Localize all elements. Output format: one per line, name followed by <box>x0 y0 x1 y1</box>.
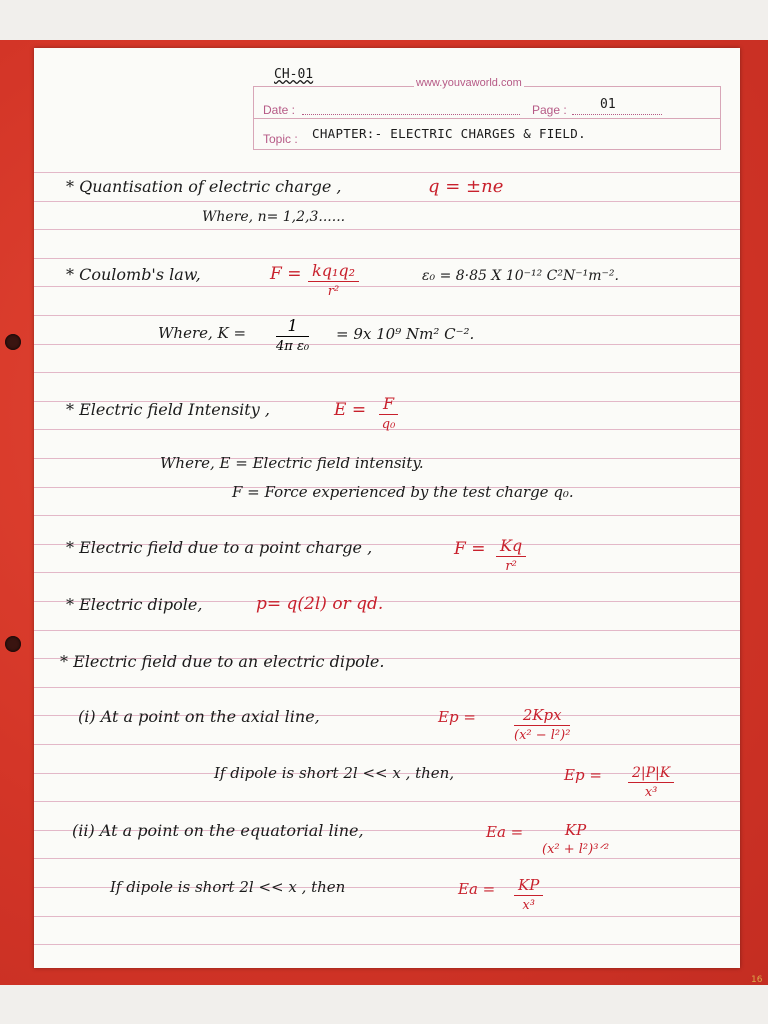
book-page-number: 16 <box>751 975 763 985</box>
ruled-line <box>34 858 740 859</box>
field-title: * Electric field Intensity , <box>66 400 270 419</box>
ruled-line <box>34 286 740 287</box>
equatorial-numerator: KP <box>564 821 587 839</box>
field-numerator: F <box>379 396 398 415</box>
axial-denominator: (x² − l²)² <box>514 728 571 743</box>
ruled-line <box>34 744 740 745</box>
page-value: 01 <box>600 97 616 112</box>
ruled-line <box>34 315 740 316</box>
field-where-f: F = Force experienced by the test charge q₀. <box>232 483 574 501</box>
point-charge-numerator: Kq <box>496 538 526 557</box>
point-charge-denominator: r² <box>505 559 517 574</box>
axial-numerator: 2Kpx <box>514 708 570 726</box>
coulomb-numerator: kq₁q₂ <box>308 263 359 282</box>
equatorial-denominator: (x² + l²)³ᐟ² <box>542 842 610 857</box>
coulomb-title: * Coulomb's law, <box>66 265 201 284</box>
ruled-line <box>34 344 740 345</box>
ruled-line <box>34 572 740 573</box>
date-line <box>302 114 520 115</box>
equatorial-short-condition: If dipole is short 2l << x , then <box>110 878 346 896</box>
dipole-formula: p= q(2l) or qd. <box>256 594 384 614</box>
k-fraction <box>276 318 309 353</box>
dipole-field-title: * Electric field due to an electric dipole. <box>60 652 385 671</box>
field-where-e: Where, E = Electric field intensity. <box>160 454 424 472</box>
axial-short-numerator: 2|P|K <box>628 766 674 783</box>
coulomb-fraction <box>308 263 359 298</box>
k-numerator: 1 <box>276 318 309 337</box>
ruled-line <box>34 372 740 373</box>
ruled-line <box>34 172 740 173</box>
binder-hole <box>5 636 21 652</box>
ruled-line <box>34 515 740 516</box>
ruled-line <box>34 630 740 631</box>
axial-title: (i) At a point on the axial line, <box>78 707 320 726</box>
page-label: Page : <box>532 103 567 117</box>
dipole-title: * Electric dipole, <box>66 595 203 614</box>
k-where: Where, K = <box>158 324 247 342</box>
ruled-line <box>34 944 740 945</box>
equatorial-lhs: Ea = <box>486 823 524 841</box>
point-charge-title: * Electric field due to a point charge , <box>66 538 373 557</box>
axial-lhs: Ep = <box>438 708 476 726</box>
quantisation-title: * Quantisation of electric charge , <box>66 177 342 196</box>
date-label: Date : <box>263 103 296 117</box>
axial-short-fraction <box>628 766 674 799</box>
axial-short-condition: If dipole is short 2l << x , then, <box>214 764 455 782</box>
quantisation-where: Where, n= 1,2,3...... <box>202 209 346 225</box>
equatorial-short-denominator: x³ <box>522 898 535 913</box>
topic-label: Topic : <box>263 132 298 146</box>
k-value: = 9x 10⁹ Nm² C⁻². <box>336 325 475 343</box>
equatorial-fraction <box>542 823 609 856</box>
page-line <box>572 114 662 115</box>
point-charge-fraction <box>496 538 526 573</box>
ruled-line <box>34 801 740 802</box>
header-box <box>253 86 721 150</box>
equatorial-short-numerator: KP <box>514 878 543 896</box>
chapter-code: CH-01 <box>274 67 314 82</box>
ruled-line <box>34 229 740 230</box>
ruled-line <box>34 916 740 917</box>
notebook-page <box>34 48 740 968</box>
coulomb-lhs: F = <box>270 264 302 284</box>
axial-fraction <box>514 708 570 742</box>
equatorial-title: (ii) At a point on the equatorial line, <box>72 821 364 840</box>
ruled-line <box>34 258 740 259</box>
topic-value: CHAPTER:- ELECTRIC CHARGES & FIELD. <box>312 126 586 141</box>
epsilon-value: ε₀ = 8·85 X 10⁻¹² C²N⁻¹m⁻². <box>422 268 619 284</box>
field-fraction <box>379 396 398 431</box>
header-divider <box>254 118 720 119</box>
field-lhs: E = <box>334 400 367 420</box>
axial-short-denominator: x³ <box>644 785 658 800</box>
field-denominator: q₀ <box>381 417 396 432</box>
equatorial-short-lhs: Ea = <box>458 880 496 898</box>
axial-short-lhs: Ep = <box>564 766 602 784</box>
ruled-line <box>34 687 740 688</box>
binder-hole <box>5 334 21 350</box>
equatorial-short-fraction <box>514 878 543 912</box>
point-charge-lhs: F = <box>454 539 486 559</box>
k-denominator: 4π ε₀ <box>276 339 310 354</box>
quantisation-formula: q = ±ne <box>428 176 504 197</box>
website-label: www.youvaworld.com <box>416 77 522 89</box>
ruled-line <box>34 201 740 202</box>
coulomb-denominator: r² <box>327 284 340 299</box>
